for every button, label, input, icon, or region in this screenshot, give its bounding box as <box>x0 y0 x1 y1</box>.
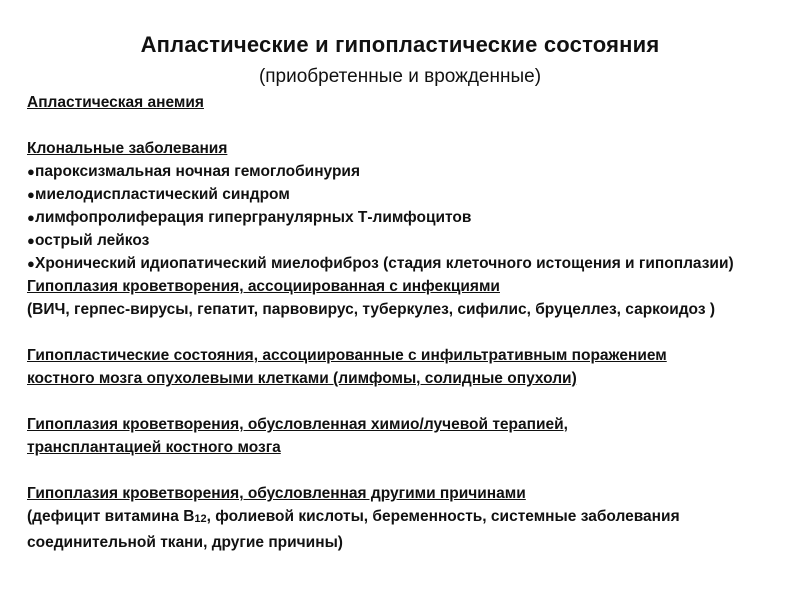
bullet-icon: ● <box>27 256 35 271</box>
therapy-heading-line2: трансплантацией костного мозга <box>27 439 281 456</box>
spacer <box>27 321 787 344</box>
other-details-suffix: , фолиевой кислоты, беременность, системные заболевания соединительной ткани, другие причины) <box>27 508 680 551</box>
other-causes-details <box>27 505 747 554</box>
list-item-text: острый лейкоз <box>35 232 150 249</box>
infections-heading: Гипоплазия кроветворения, ассоциированная с инфекциями <box>27 278 500 295</box>
spacer <box>27 459 787 482</box>
infiltrative-heading-line1: Гипопластические состояния, ассоциированные с инфильтративным поражением <box>27 347 667 364</box>
bullet-icon: ● <box>27 187 35 202</box>
bullet-icon: ● <box>27 210 35 225</box>
list-item <box>27 229 787 252</box>
page-subtitle: (приобретенные и врожденные) <box>258 66 542 87</box>
clonal-heading: Клональные заболевания <box>27 140 228 157</box>
list-item <box>27 183 787 206</box>
infections-details: (ВИЧ, герпес-вирусы, гепатит, парвовирус, туберкулез, сифилис, бруцеллез, саркоидоз ) <box>27 301 715 318</box>
list-item-text: миелодиспластический синдром <box>35 186 290 203</box>
list-item <box>27 206 787 229</box>
content <box>27 91 787 554</box>
infiltrative-heading-line2: костного мозга опухолевыми клетками (лимфомы, солидные опухоли) <box>27 370 577 387</box>
list-item <box>27 160 787 183</box>
spacer <box>27 114 787 137</box>
list-item-text: пароксизмальная ночная гемоглобинурия <box>35 163 361 180</box>
bullet-icon: ● <box>27 164 35 179</box>
bullet-icon: ● <box>27 233 35 248</box>
other-details-prefix: (дефицит витамина В <box>27 508 195 525</box>
vitamin-b12-subscript: 12 <box>194 513 207 525</box>
list-item-text: лимфопролиферация гипергранулярных Т-лимфоцитов <box>35 209 472 226</box>
therapy-heading-line1: Гипоплазия кроветворения, обусловленная химио/лучевой терапией, <box>27 416 568 433</box>
list-item <box>27 252 787 275</box>
aplastic-anemia-heading: Апластическая анемия <box>27 94 204 111</box>
other-causes-heading: Гипоплазия кроветворения, обусловленная другими причинами <box>27 485 526 502</box>
list-item-text: Хронический идиопатический миелофиброз (стадия клеточного истощения и гипоплазии) <box>35 255 734 272</box>
page-title: Апластические и гипопластические состояния <box>140 32 660 57</box>
spacer <box>27 390 787 413</box>
